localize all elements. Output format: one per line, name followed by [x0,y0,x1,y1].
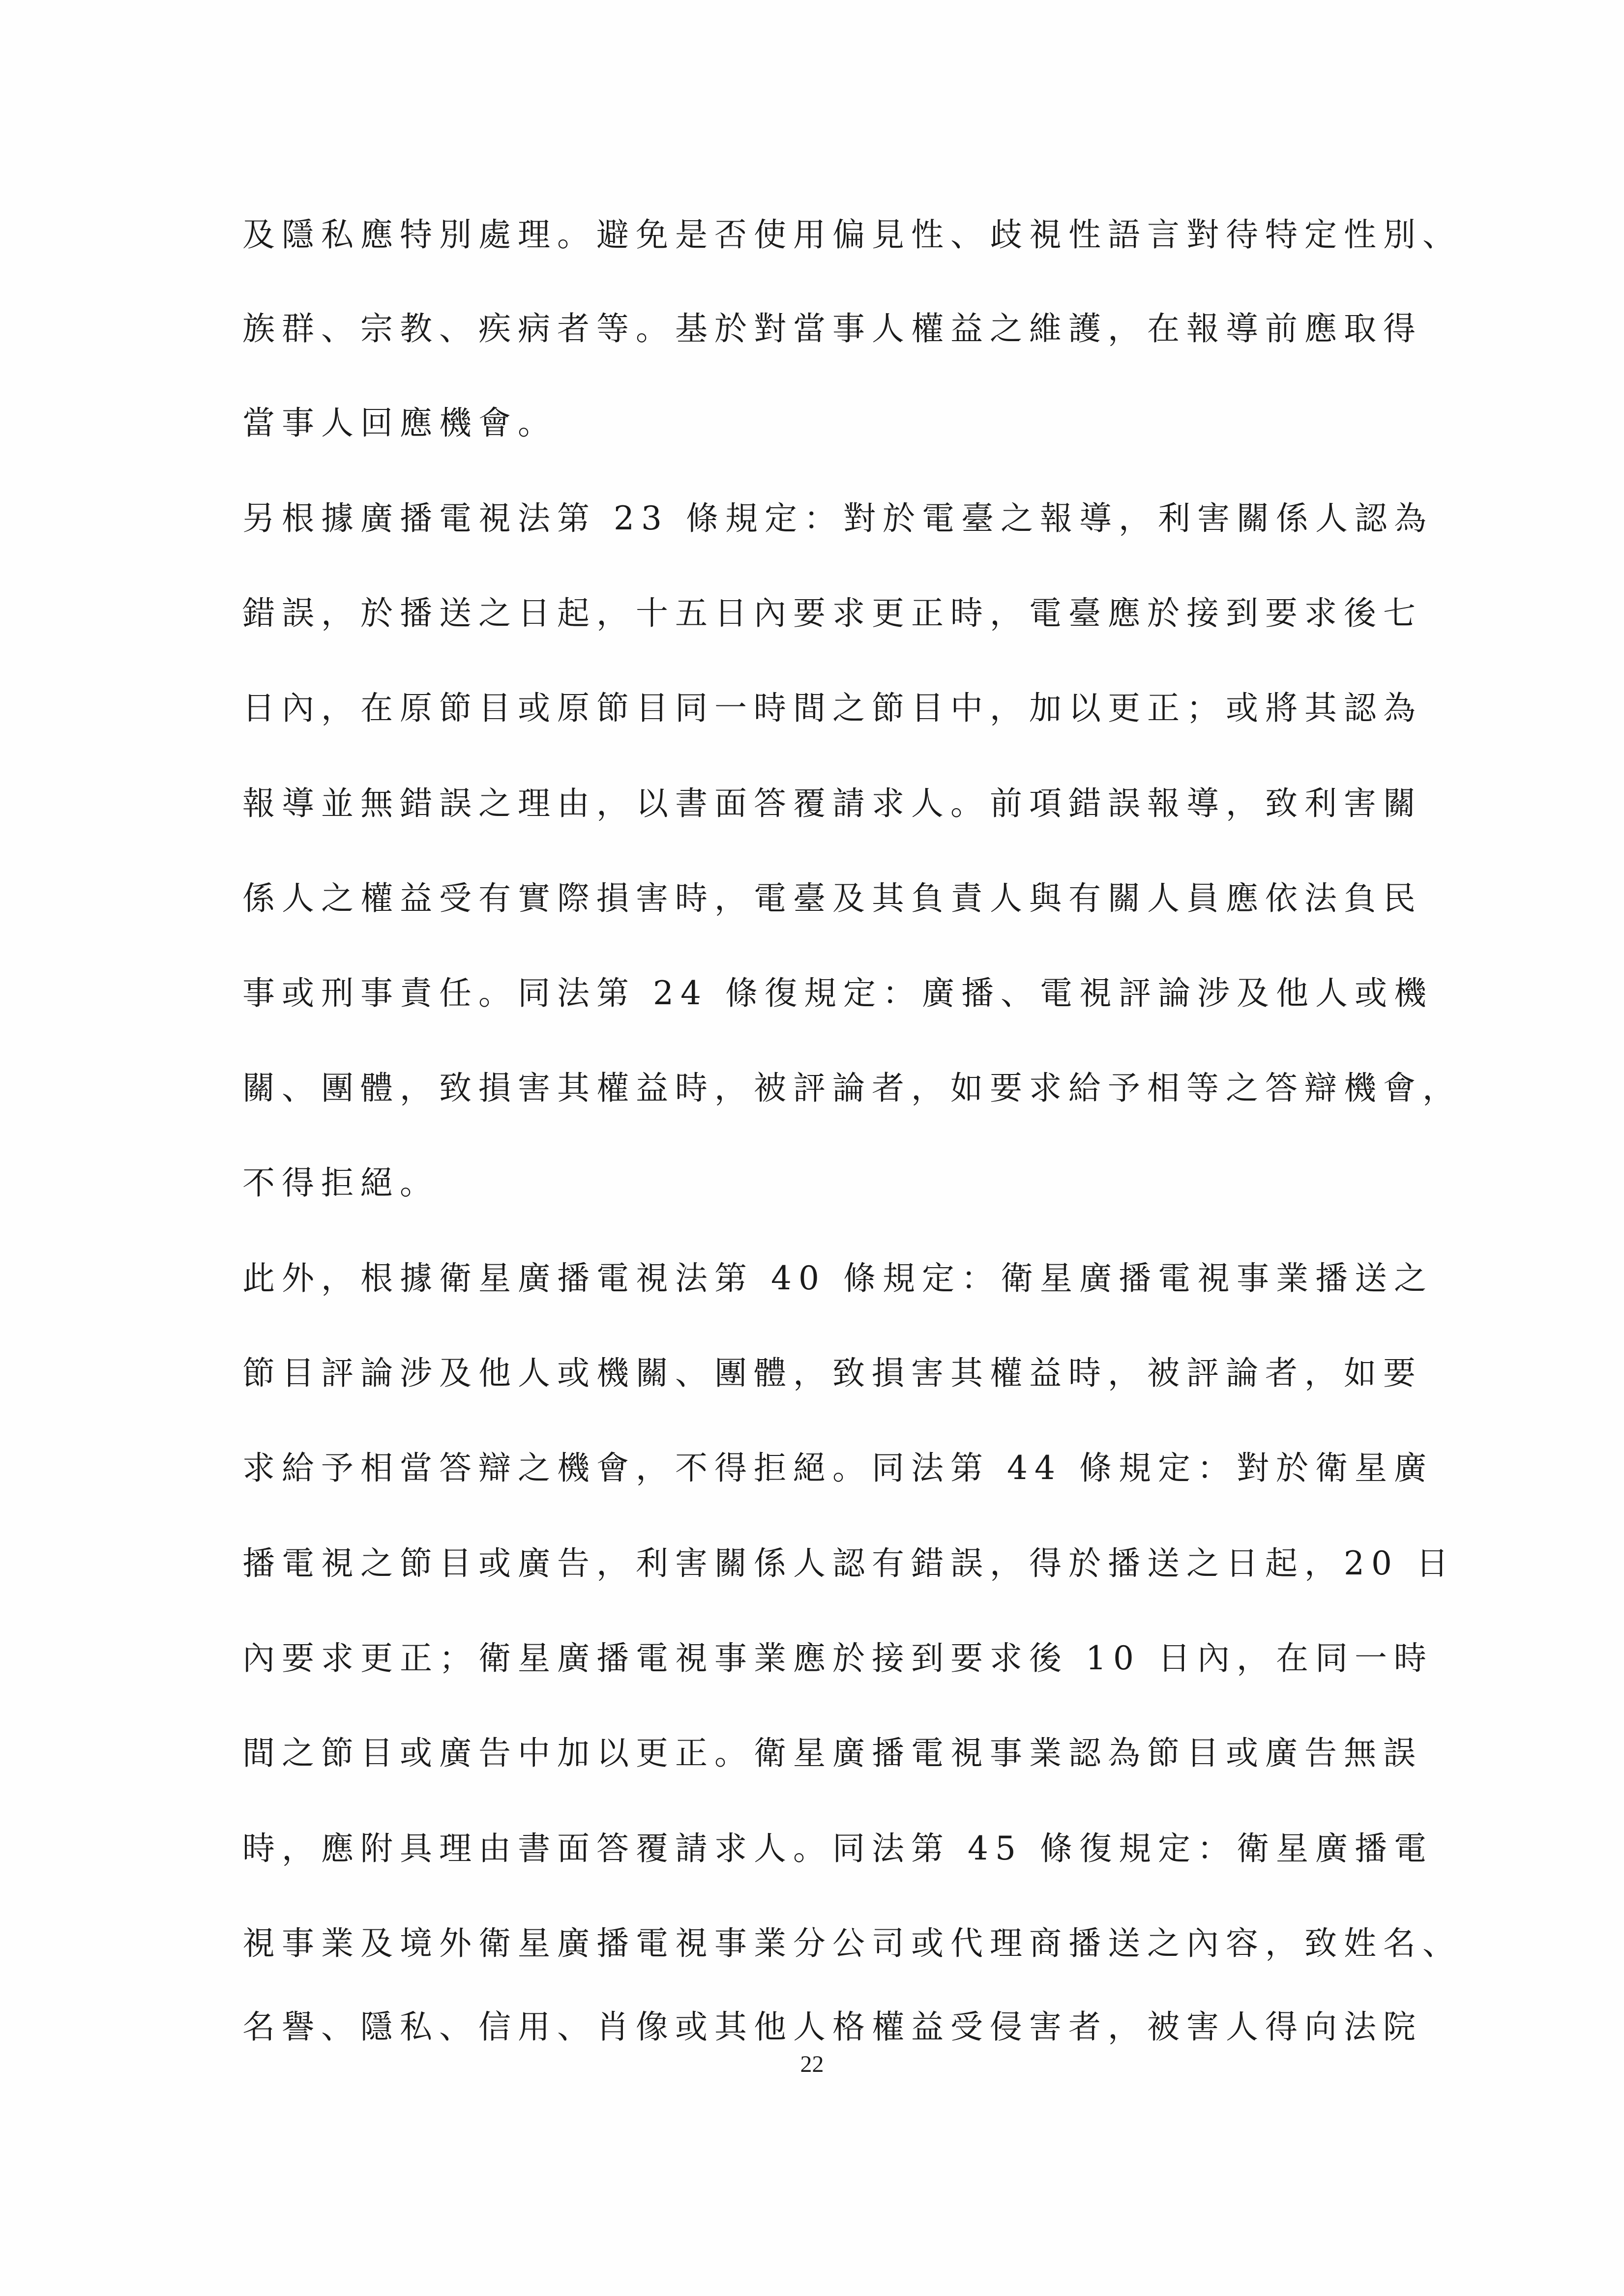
text-line: 節目評論涉及他人或機關、團體，致損害其權益時，被評論者，如要 [242,1354,1422,1392]
text-line: 時，應附具理由書面答覆請求人。同法第 45 條復規定：衛星廣播電 [242,1830,1433,1867]
text-line: 名譽、隱私、信用、肖像或其他人格權益受侵害者，被害人得向法院 [242,2008,1422,2046]
text-line: 視事業及境外衛星廣播電視事業分公司或代理商播送之內容，致姓名、 [242,1924,1462,1962]
text-line: 播電視之節目或廣告，利害關係人認有錯誤，得於播送之日起，20 日 [242,1544,1455,1582]
text-line: 當事人回應機會。 [242,404,557,442]
text-line: 內要求更正；衛星廣播電視事業應於接到要求後 10 日內，在同一時 [242,1639,1433,1677]
page-number: 22 [800,2051,824,2077]
text-line: 族群、宗教、疾病者等。基於對當事人權益之維護，在報導前應取得 [242,310,1422,348]
text-line: 日內，在原節目或原節目同一時間之節目中，加以更正；或將其認為 [242,689,1422,727]
text-line: 此外，根據衛星廣播電視法第 40 條規定：衛星廣播電視事業播送之 [242,1259,1433,1297]
text-line: 事或刑事責任。同法第 24 條復規定：廣播、電視評論涉及他人或機 [242,974,1433,1012]
text-line: 關、團體，致損害其權益時，被評論者，如要求給予相等之答辯機會， [242,1069,1462,1107]
text-line: 不得拒絕。 [242,1164,439,1202]
text-line: 另根據廣播電視法第 23 條規定：對於電臺之報導，利害關係人認為 [242,499,1433,537]
text-line: 錯誤，於播送之日起，十五日內要求更正時，電臺應於接到要求後七 [242,594,1422,632]
text-line: 係人之權益受有實際損害時，電臺及其負責人與有關人員應依法負民 [242,879,1422,917]
text-line: 及隱私應特別處理。避免是否使用偏見性、歧視性語言對待特定性別、 [242,216,1462,254]
text-line: 間之節目或廣告中加以更正。衛星廣播電視事業認為節目或廣告無誤 [242,1734,1422,1772]
text-line: 報導並無錯誤之理由，以書面答覆請求人。前項錯誤報導，致利害關 [242,785,1422,822]
text-line: 求給予相當答辯之機會，不得拒絕。同法第 44 條規定：對於衛星廣 [242,1449,1433,1487]
